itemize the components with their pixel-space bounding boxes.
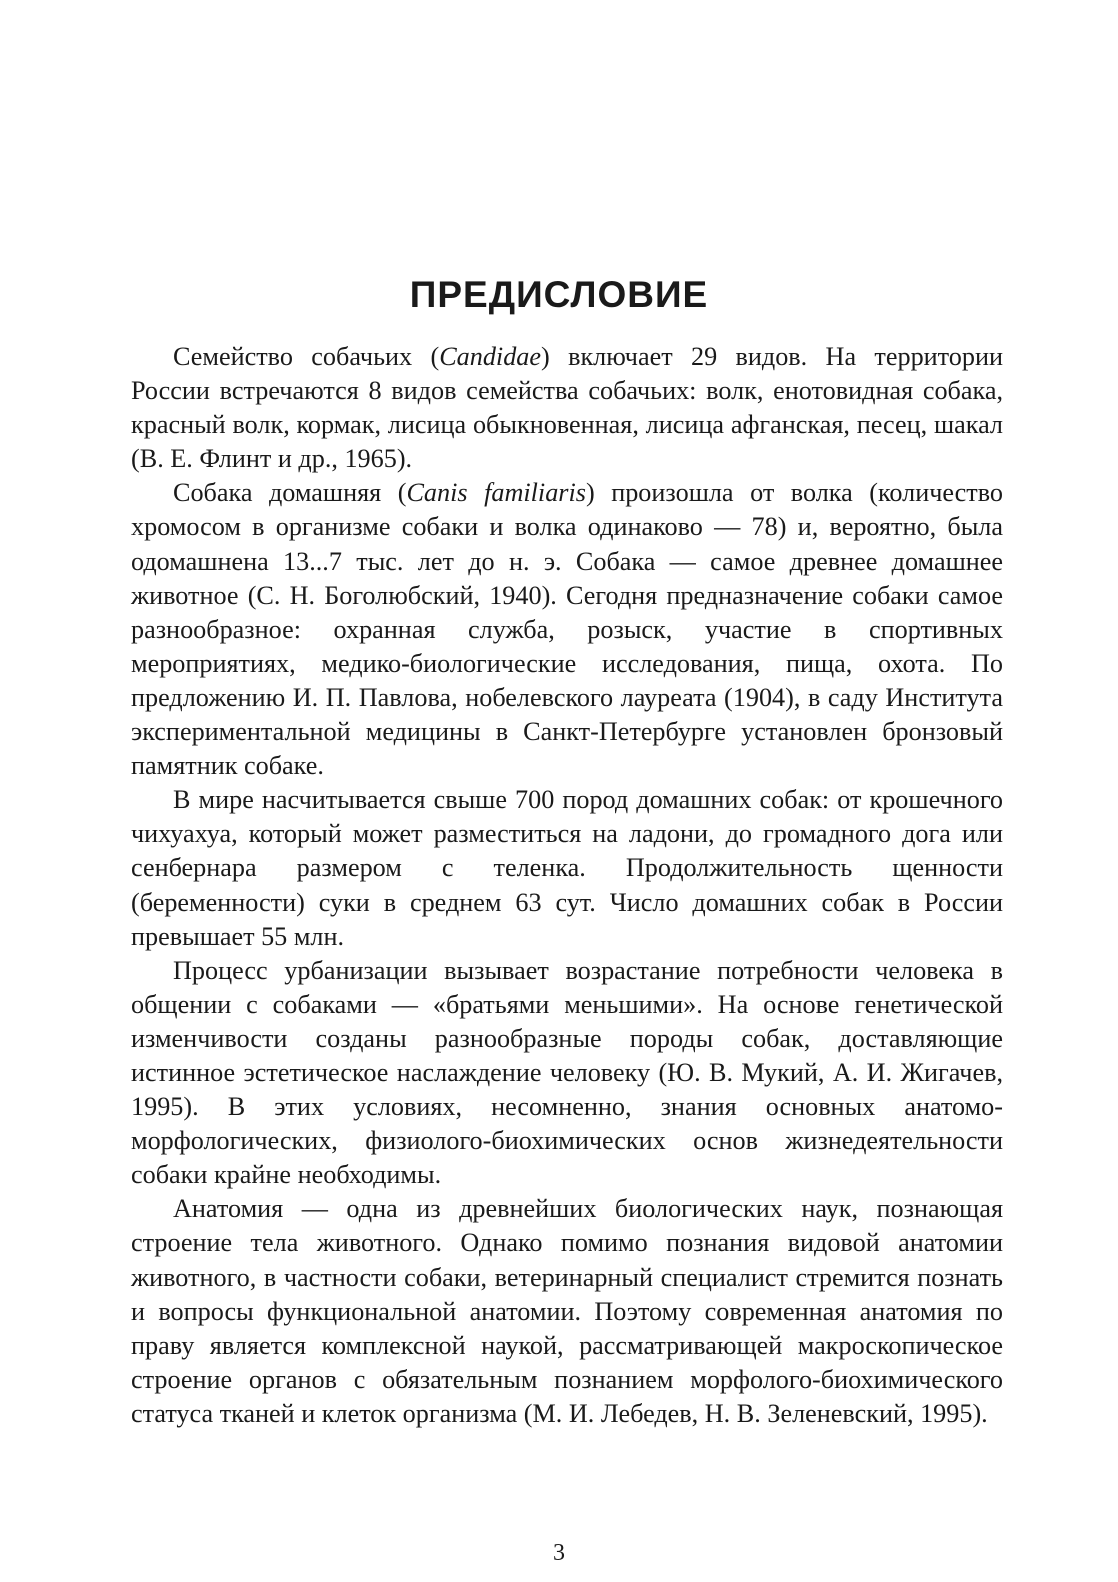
paragraph-1-part-2: ) включает 29 видов. На территории России встречаются 8 видов семейства собачьих: волк, енотовидная собака, красный волк, кормак, лисица обыкновенная, лисица афганская, песец, шакал (В. Е. Флинт и др., 1965). xyxy=(131,342,1003,474)
paragraph-1-latin-term: Candidae xyxy=(439,342,542,371)
page-title: ПРЕДИСЛОВИЕ xyxy=(409,274,709,315)
paragraph-5: Анатомия — одна из древнейших биологических наук, познающая строение тела животного. Однако помимо познания видовой анатомии животного, в частности собаки, ветеринарный специалист стремится познать и вопросы функциональной анатомии. Поэтому современная анатомия по праву является комплексной наукой, рассматривающей макроскопическое строение органов с обязательным познанием морфолого-биохимического статуса тканей и клеток организма (М. И. Лебедев, Н. В. Зеленевский, 1995). xyxy=(131,1194,1003,1428)
paragraph-2-part-1: Собака домашняя ( xyxy=(173,478,407,508)
paragraph-4: Процесс урбанизации вызывает возрастание потребности человека в общении с собаками — «братьями меньшими». На основе генетической изменчивости созданы разнообразные породы собак, доставляющие истинное эстетическое наслаждение человеку (Ю. В. Мукий, А. И. Жигачев, 1995). В этих условиях, несомненно, знания основных анатомо-морфологических, физиолого-биохимических основ жизнедеятельности собаки крайне необходимы. xyxy=(131,955,1003,1190)
paragraph-1 xyxy=(131,340,1003,476)
paragraph-3: В мире насчитывается свыше 700 пород домашних собак: от крошечного чихуахуа, который может разместиться на ладони, до громадного дога или сенбернара размером с теленка. Продолжительность щенности (беременности) суки в среднем 63 сут. Число домашних собак в России превышает 55 млн. xyxy=(131,785,1003,951)
preface-body xyxy=(131,340,1003,1431)
paragraph-2 xyxy=(131,476,1003,783)
paragraph-2-part-2: ) произошла от волка (количество хромосом в организме собаки и волка одинаково — 78) и, вероятно, была одомашнена 13...7 тыс. лет до н. э. Собака — самое древнее домашнее животное (С. Н. Боголюбский, 1940). Сегодня предназначение собаки самое разнообразное: охранная служба, розыск, участие в спортивных мероприятиях, медико-биологические исследования, пища, охота. По предложению И. П. Павлова, нобелевского лауреата (1904), в саду Института экспериментальной медицины в Санкт-Петербурге установлен бронзовый памятник собаке. xyxy=(131,478,1004,781)
page-number: 3 xyxy=(553,1540,565,1566)
paragraph-1-part-1: Семейство собачьих ( xyxy=(173,342,440,371)
paragraph-2-latin-term: Canis familiaris xyxy=(406,478,586,508)
